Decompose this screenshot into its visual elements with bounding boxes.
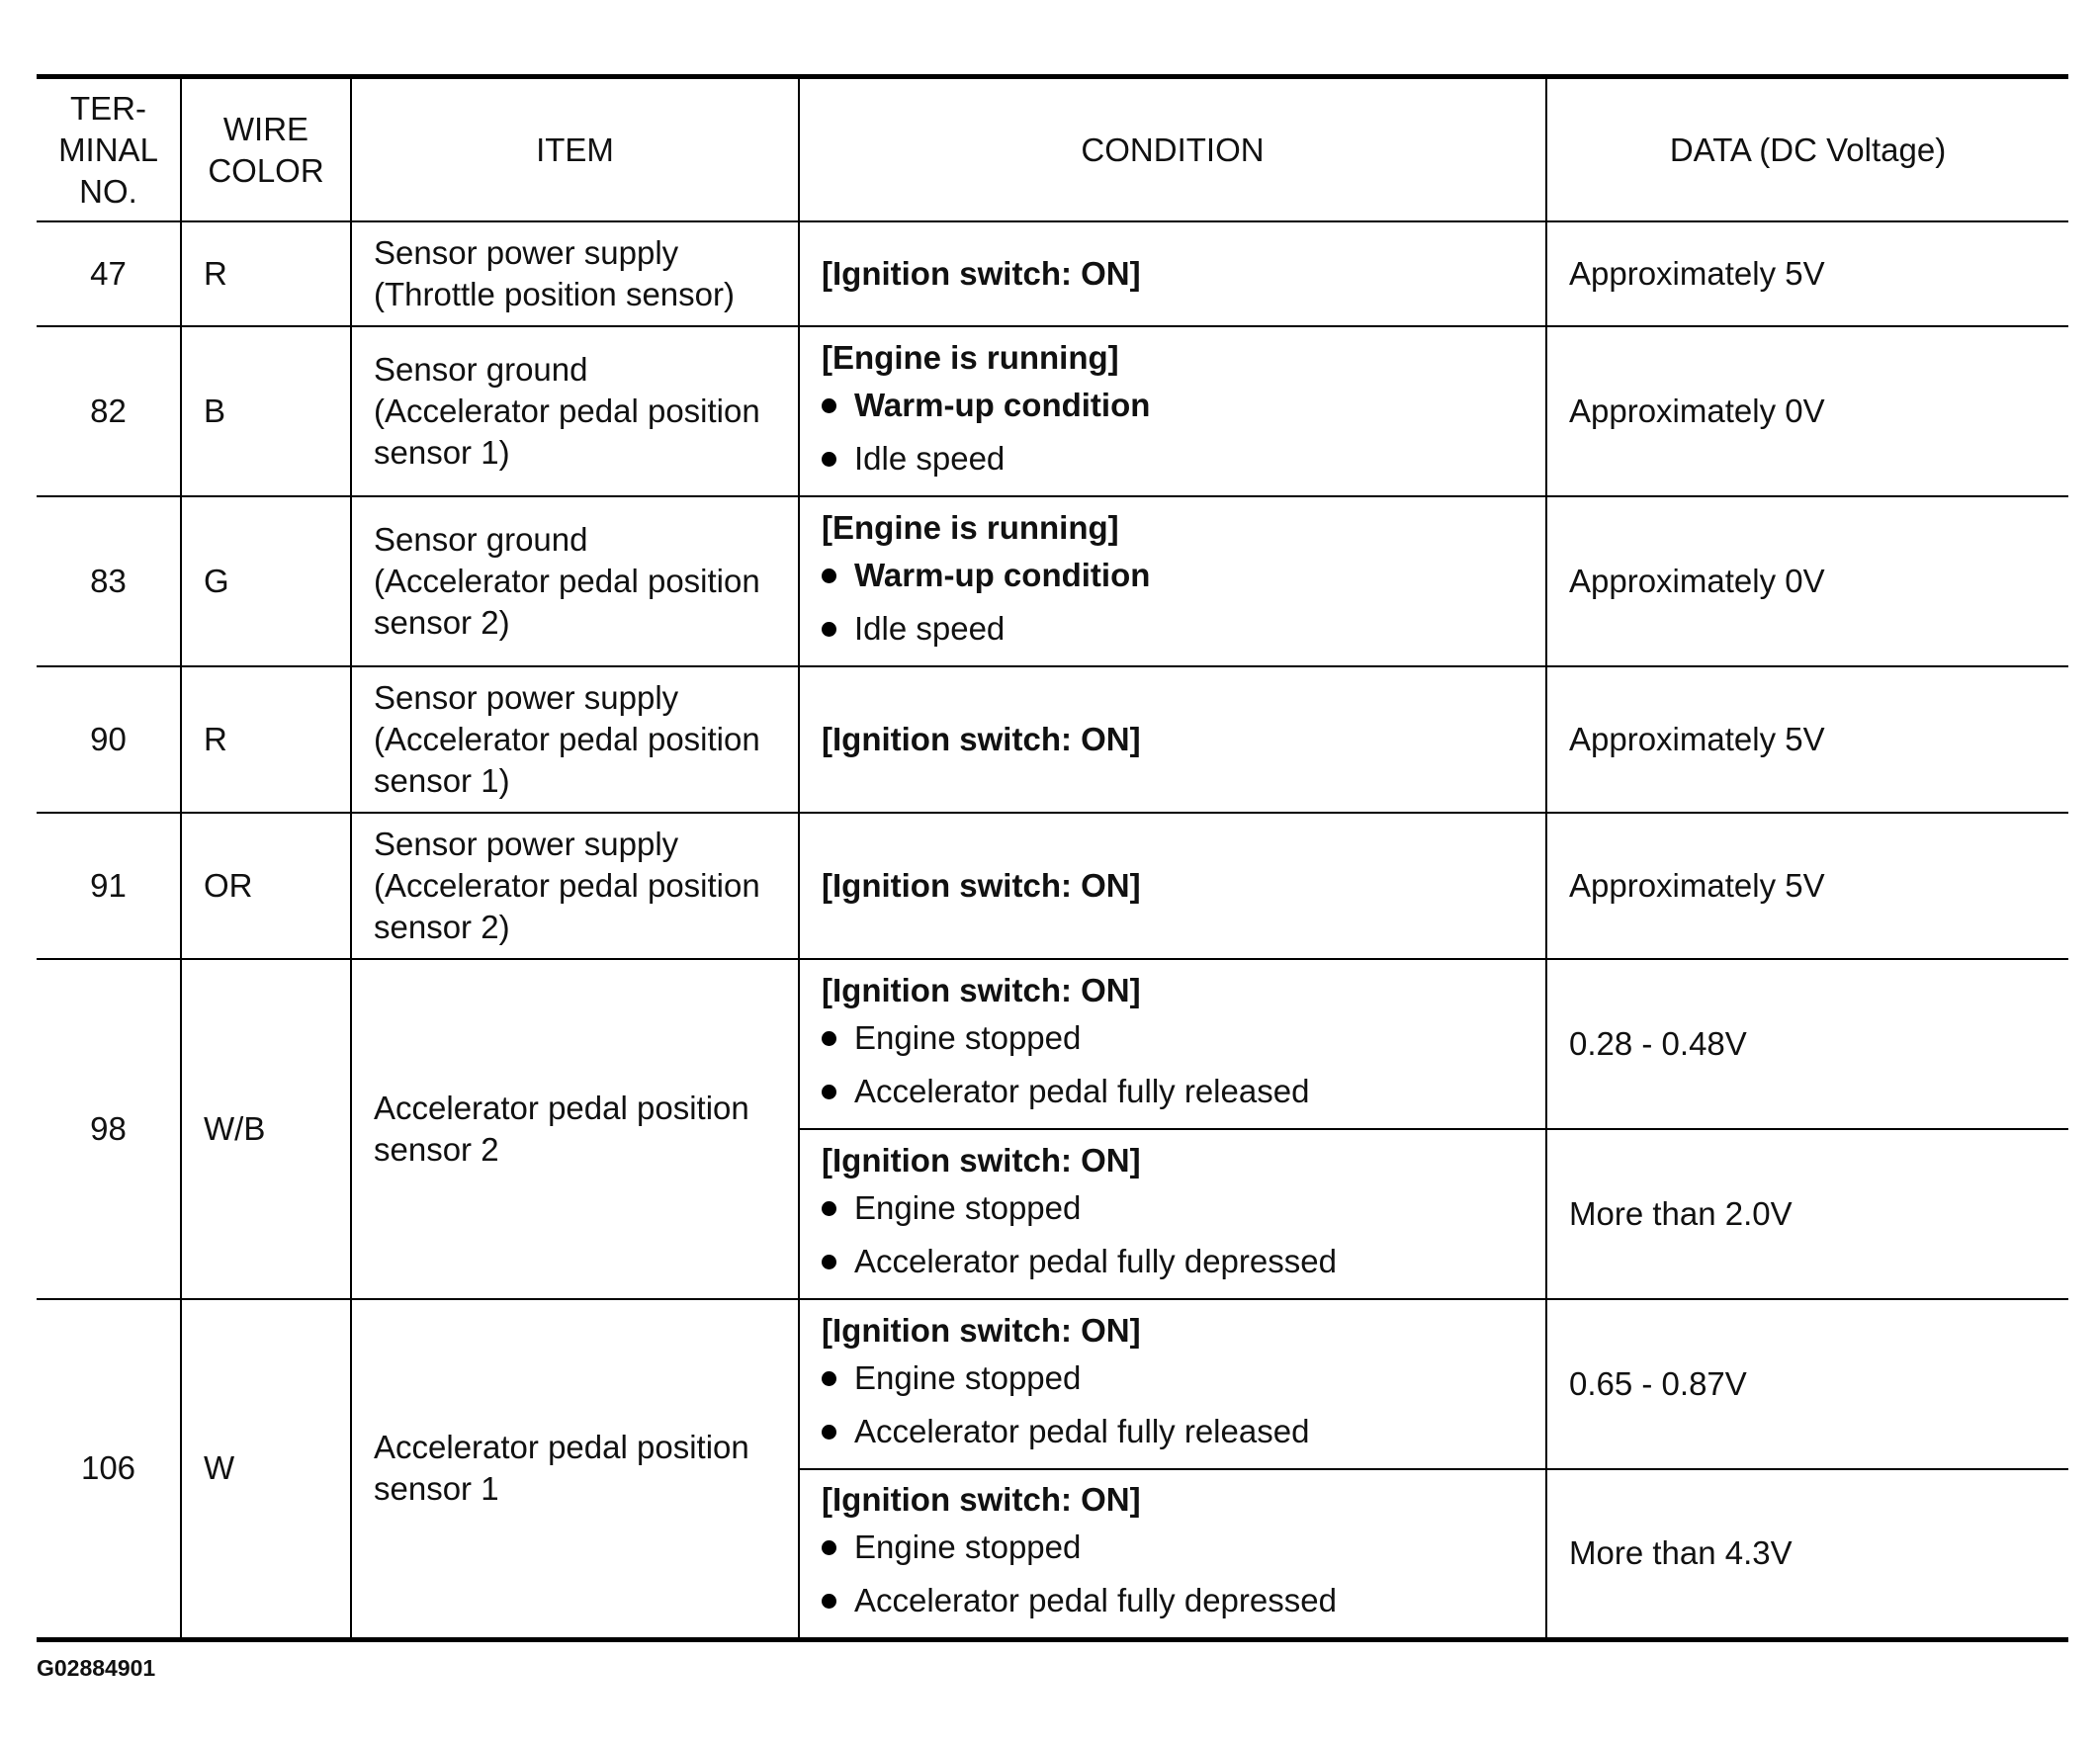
header-wire-line: COLOR <box>208 151 324 189</box>
item-line: sensor 1) <box>374 762 510 799</box>
item-line: (Throttle position sensor) <box>374 276 735 312</box>
bullet-icon <box>822 622 836 637</box>
condition-bullet <box>822 1405 1524 1458</box>
condition-heading: [Ignition switch: ON] <box>822 721 1141 757</box>
header-wire-line: WIRE <box>222 110 309 147</box>
item-line: (Accelerator pedal position <box>374 867 760 904</box>
wire-color: G <box>181 496 351 666</box>
terminal-data-table-container <box>37 74 2068 1642</box>
condition-bullet <box>822 602 1524 655</box>
header-terminal-line: NO. <box>79 172 137 210</box>
bullet-icon <box>822 1201 836 1216</box>
item-line: Accelerator pedal position <box>374 1090 749 1126</box>
condition-bullet <box>822 379 1524 432</box>
item-line: Accelerator pedal position <box>374 1429 749 1466</box>
condition-bullet-text: Engine stopped <box>854 1359 1082 1396</box>
condition-bullet <box>822 1065 1524 1118</box>
item-line: (Accelerator pedal position <box>374 721 760 757</box>
item-cell <box>351 326 799 496</box>
item-line: Sensor power supply <box>374 234 679 271</box>
terminal-no: 90 <box>37 666 181 813</box>
header-terminal-no <box>37 77 181 222</box>
item-line: sensor 2 <box>374 1131 499 1168</box>
item-line: (Accelerator pedal position <box>374 393 760 429</box>
header-terminal-line: TER- <box>70 89 146 127</box>
bullet-icon <box>822 1594 836 1609</box>
terminal-no: 98 <box>37 959 181 1299</box>
data-value: 0.65 - 0.87V <box>1546 1299 2068 1469</box>
bullet-icon <box>822 1540 836 1555</box>
condition-bullet <box>822 1574 1524 1627</box>
header-data: DATA (DC Voltage) <box>1546 77 2068 222</box>
header-item: ITEM <box>351 77 799 222</box>
data-value: Approximately 0V <box>1546 326 2068 496</box>
data-value: More than 2.0V <box>1546 1129 2068 1299</box>
data-value: 0.28 - 0.48V <box>1546 959 2068 1129</box>
item-line: sensor 2) <box>374 604 510 641</box>
condition-cell <box>799 496 1546 666</box>
condition-cell <box>799 1129 1546 1299</box>
terminal-no: 47 <box>37 221 181 326</box>
wire-color: B <box>181 326 351 496</box>
item-line: (Accelerator pedal position <box>374 563 760 599</box>
condition-cell <box>799 813 1546 959</box>
condition-bullet <box>822 1011 1524 1065</box>
condition-bullet-text: Warm-up condition <box>854 557 1151 593</box>
table-row <box>37 496 2068 666</box>
item-cell <box>351 666 799 813</box>
bullet-icon <box>822 1371 836 1386</box>
condition-bullet-text: Warm-up condition <box>854 387 1151 423</box>
item-cell <box>351 959 799 1299</box>
condition-cell <box>799 666 1546 813</box>
condition-bullet-text: Engine stopped <box>854 1019 1082 1056</box>
data-value: Approximately 0V <box>1546 496 2068 666</box>
condition-heading: [Ignition switch: ON] <box>822 867 1141 904</box>
item-line: Sensor power supply <box>374 826 679 862</box>
figure-id: G02884901 <box>37 1655 156 1681</box>
bullet-icon <box>822 1085 836 1099</box>
condition-bullet <box>822 432 1524 485</box>
item-cell <box>351 221 799 326</box>
header-wire-color <box>181 77 351 222</box>
condition-heading: [Ignition switch: ON] <box>822 1312 1141 1349</box>
item-line: Sensor ground <box>374 351 588 388</box>
table-row <box>37 959 2068 1129</box>
condition-cell <box>799 1469 1546 1639</box>
header-row <box>37 77 2068 222</box>
item-cell <box>351 1299 799 1639</box>
bullet-icon <box>822 1031 836 1046</box>
wire-color: R <box>181 666 351 813</box>
item-cell <box>351 813 799 959</box>
item-cell <box>351 496 799 666</box>
terminal-no: 106 <box>37 1299 181 1639</box>
terminal-no: 82 <box>37 326 181 496</box>
bullet-icon <box>822 1255 836 1269</box>
condition-bullet-text: Engine stopped <box>854 1529 1082 1566</box>
table-row <box>37 666 2068 813</box>
data-value: Approximately 5V <box>1546 666 2068 813</box>
condition-cell <box>799 221 1546 326</box>
condition-bullet <box>822 1181 1524 1235</box>
wire-color: R <box>181 221 351 326</box>
condition-cell <box>799 1299 1546 1469</box>
data-value: Approximately 5V <box>1546 221 2068 326</box>
wire-color: W/B <box>181 959 351 1299</box>
condition-bullet-text: Idle speed <box>854 440 1006 477</box>
wire-color: OR <box>181 813 351 959</box>
condition-bullet-text: Accelerator pedal fully released <box>854 1413 1310 1449</box>
condition-heading: [Ignition switch: ON] <box>822 972 1141 1008</box>
condition-heading: [Engine is running] <box>822 509 1119 546</box>
bullet-icon <box>822 1425 836 1440</box>
bullet-icon <box>822 452 836 467</box>
condition-heading: [Ignition switch: ON] <box>822 1142 1141 1179</box>
wire-color: W <box>181 1299 351 1639</box>
condition-cell <box>799 326 1546 496</box>
item-line: sensor 1 <box>374 1470 499 1508</box>
condition-bullet <box>822 549 1524 602</box>
item-line: sensor 1) <box>374 434 510 471</box>
data-value: Approximately 5V <box>1546 813 2068 959</box>
table-row <box>37 326 2068 496</box>
condition-heading: [Ignition switch: ON] <box>822 255 1141 292</box>
data-value: More than 4.3V <box>1546 1469 2068 1639</box>
bullet-icon <box>822 398 836 413</box>
condition-bullet <box>822 1235 1524 1288</box>
header-condition: CONDITION <box>799 77 1546 222</box>
condition-bullet-text: Accelerator pedal fully released <box>854 1073 1310 1109</box>
condition-cell <box>799 959 1546 1129</box>
terminal-data-table <box>37 74 2068 1642</box>
bullet-icon <box>822 568 836 583</box>
condition-bullet-text: Accelerator pedal fully depressed <box>854 1243 1337 1279</box>
item-line: sensor 2) <box>374 909 510 945</box>
table-row <box>37 1299 2068 1469</box>
header-terminal-line: MINAL <box>58 131 158 168</box>
condition-heading: [Engine is running] <box>822 339 1119 376</box>
condition-bullet-text: Idle speed <box>854 610 1006 647</box>
condition-bullet <box>822 1521 1524 1574</box>
condition-bullet <box>822 1352 1524 1405</box>
item-line: Sensor ground <box>374 521 588 558</box>
table-row <box>37 813 2068 959</box>
condition-heading: [Ignition switch: ON] <box>822 1481 1141 1519</box>
condition-bullet-text: Accelerator pedal fully depressed <box>854 1582 1337 1619</box>
table-row <box>37 221 2068 326</box>
terminal-no: 83 <box>37 496 181 666</box>
item-line: Sensor power supply <box>374 679 679 716</box>
condition-bullet-text: Engine stopped <box>854 1189 1082 1226</box>
terminal-no: 91 <box>37 813 181 959</box>
